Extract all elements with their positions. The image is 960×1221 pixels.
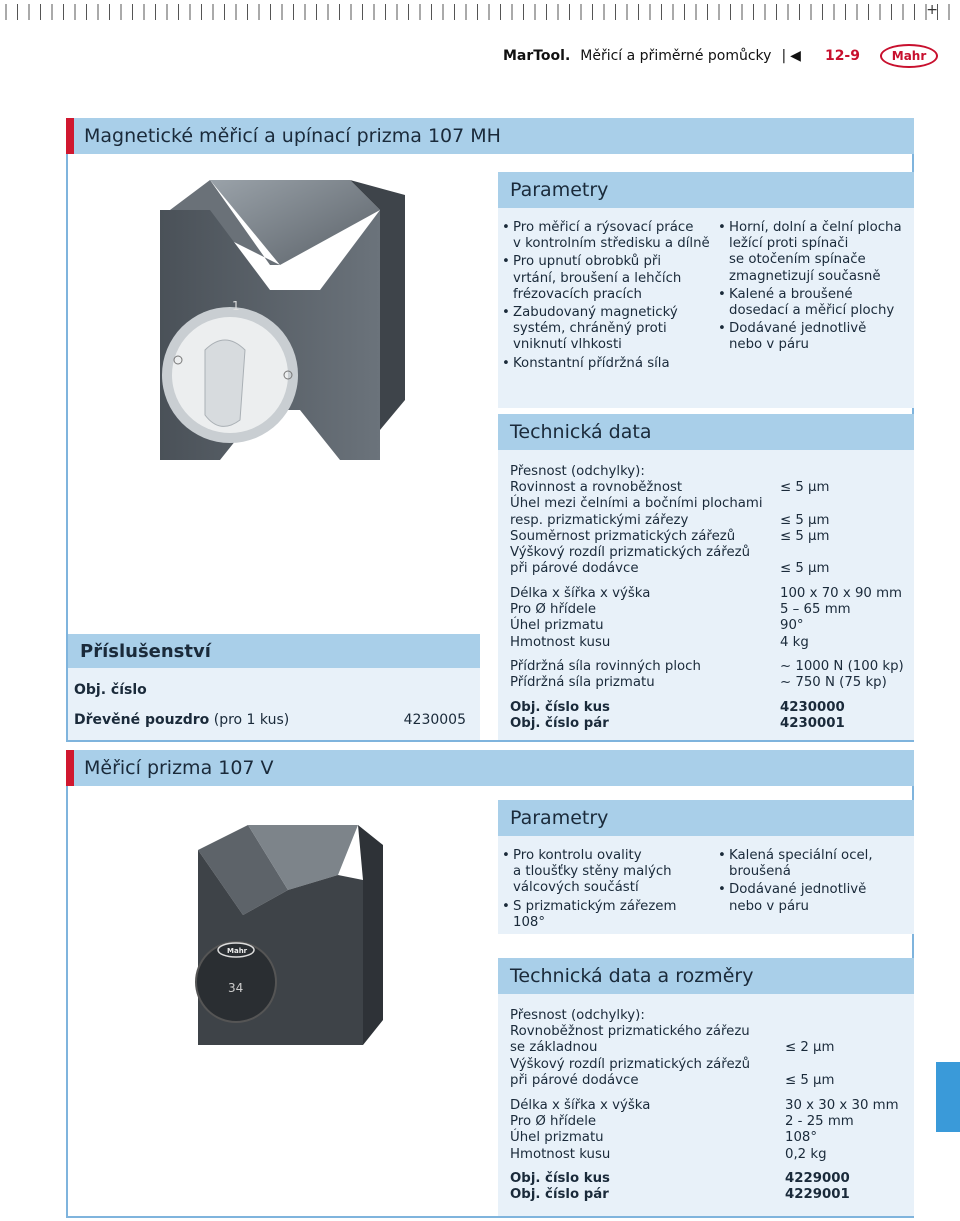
magnetic-prism-image bbox=[150, 170, 420, 470]
section2-title: Měřicí prizma 107 V bbox=[84, 757, 274, 779]
spec-row bbox=[510, 675, 910, 691]
spec-row bbox=[510, 635, 910, 651]
spec-value: ≤ 5 µm bbox=[780, 512, 830, 528]
spec-row bbox=[510, 1057, 910, 1073]
spec-label: Souměrnost prizmatických zářezů bbox=[510, 528, 736, 544]
force-specs bbox=[510, 659, 910, 691]
spec-value: 4229000 bbox=[785, 1171, 850, 1186]
spec-label: Pro Ø hřídele bbox=[510, 1114, 597, 1130]
spec-row bbox=[510, 1073, 910, 1089]
spec-row bbox=[510, 700, 910, 716]
bullet-item: • Dodávané jednotlivě nebo v páru bbox=[718, 321, 914, 353]
spec-row bbox=[510, 586, 910, 602]
section1-tech-panel bbox=[498, 414, 914, 740]
chapter-tab[interactable] bbox=[936, 1062, 960, 1132]
spec-row bbox=[510, 1008, 910, 1024]
params-right-list bbox=[718, 220, 914, 356]
accessory-code: 4230005 bbox=[403, 712, 466, 728]
spec-row bbox=[510, 1187, 910, 1203]
order-numbers bbox=[510, 1171, 910, 1203]
badge-logo: Mahr bbox=[227, 947, 248, 955]
spec-row bbox=[510, 1114, 910, 1130]
bullet-item: • Pro upnutí obrobků při vrtání, broušení a lehčích frézovacích pracích bbox=[502, 254, 712, 303]
spec-label: resp. prizmatickými zářezy bbox=[510, 512, 689, 528]
accessory-qty: (pro 1 kus) bbox=[209, 712, 290, 728]
nav-left-arrow-icon: ◀ bbox=[790, 48, 801, 64]
spec-row bbox=[510, 480, 910, 496]
spec-label: Pro Ø hřídele bbox=[510, 602, 597, 618]
spec-row bbox=[510, 1147, 910, 1163]
spec-label: při párové dodávce bbox=[510, 561, 639, 577]
spec-row bbox=[510, 529, 910, 545]
spec-value: ~ 750 N (75 kp) bbox=[780, 675, 887, 691]
bullet-item: • Zabudovaný magnetický systém, chráněný proti vniknutí vlhkosti bbox=[502, 305, 712, 354]
spec-row bbox=[510, 1130, 910, 1146]
dimension-specs bbox=[510, 1098, 910, 1163]
accessories-panel bbox=[68, 634, 480, 740]
accessories-heading: Příslušenství bbox=[68, 634, 480, 668]
spec-row bbox=[510, 561, 910, 577]
spec-label: Přesnost (odchylky): bbox=[510, 464, 645, 479]
spec-value: ≤ 5 µm bbox=[780, 561, 830, 577]
spec-value: 30 x 30 x 30 mm bbox=[785, 1098, 899, 1113]
tech-specs bbox=[510, 464, 910, 577]
section1-title-bar bbox=[66, 118, 914, 154]
spec-label: Hmotnost kusu bbox=[510, 634, 611, 650]
spec-value: 4229001 bbox=[785, 1187, 850, 1203]
spec-value: ≤ 5 µm bbox=[780, 480, 830, 496]
spec-label: Úhel mezi čelními a bočními plochami bbox=[510, 496, 763, 512]
section1-params-panel bbox=[498, 172, 914, 408]
spec-value: ≤ 5 µm bbox=[780, 528, 830, 544]
spec-value: ≤ 2 µm bbox=[785, 1040, 835, 1056]
spec-value: 108° bbox=[785, 1130, 818, 1146]
section1-title: Magnetické měřicí a upínací prizma 107 MH bbox=[84, 125, 501, 147]
section2-params-panel bbox=[498, 800, 914, 934]
spec-label: při párové dodávce bbox=[510, 1072, 639, 1088]
accent-stripe bbox=[66, 750, 74, 786]
page-ruler bbox=[0, 0, 960, 40]
spec-value: 90° bbox=[780, 618, 804, 634]
spec-label: Úhel prizmatu bbox=[510, 618, 604, 634]
catalog-title: Měřicí a přiměrné pomůcky bbox=[580, 48, 772, 64]
tech-heading: Technická data bbox=[498, 414, 914, 450]
spec-value: 4230001 bbox=[780, 716, 845, 732]
spec-label: Obj. číslo pár bbox=[510, 1187, 609, 1203]
block-number: 1 bbox=[232, 299, 240, 313]
tech-specs bbox=[510, 1008, 910, 1089]
nav-bar-icon: | bbox=[781, 48, 787, 64]
spec-value: 0,2 kg bbox=[785, 1146, 827, 1162]
spec-value: 2 - 25 mm bbox=[785, 1114, 854, 1130]
order-numbers bbox=[510, 700, 910, 732]
tech-heading: Technická data a rozměry bbox=[498, 958, 914, 994]
page-number: 12-9 bbox=[824, 48, 860, 64]
v-block-image bbox=[188, 820, 388, 1060]
bullet-item: • Pro kontrolu ovality a tloušťky stěny malých válcových součástí bbox=[502, 848, 712, 897]
accessory-row bbox=[74, 712, 474, 728]
spec-label: Obj. číslo kus bbox=[510, 700, 610, 715]
spec-label: Přesnost (odchylky): bbox=[510, 1008, 645, 1023]
spec-row bbox=[510, 1040, 910, 1056]
spec-label: Rovnoběžnost prizmatického zářezu bbox=[510, 1024, 750, 1040]
params-left-list bbox=[502, 220, 712, 374]
spec-row bbox=[510, 1171, 910, 1187]
spec-row bbox=[510, 659, 910, 675]
accent-stripe bbox=[66, 118, 74, 154]
nav-back[interactable] bbox=[781, 48, 801, 64]
bullet-item: • Horní, dolní a čelní plocha ležící proti spínači se otočením spínače zmagnetizují současně bbox=[718, 220, 914, 285]
spec-row bbox=[510, 513, 910, 529]
spec-row bbox=[510, 602, 910, 618]
accessory-name: Dřevěné pouzdro bbox=[74, 712, 210, 728]
spec-label: Výškový rozdíl prizmatických zářezů bbox=[510, 544, 751, 560]
spec-value: 4 kg bbox=[780, 634, 809, 650]
spec-label: Přídržná síla rovinných ploch bbox=[510, 659, 701, 674]
params-heading: Parametry bbox=[498, 172, 914, 208]
spec-label: Obj. číslo kus bbox=[510, 1171, 610, 1186]
spec-label: Délka x šířka x výška bbox=[510, 1098, 651, 1113]
badge-number: 34 bbox=[228, 981, 244, 995]
spec-label: Obj. číslo pár bbox=[510, 716, 609, 732]
spec-label: Rovinnost a rovnoběžnost bbox=[510, 480, 683, 496]
page-header bbox=[503, 44, 938, 68]
spec-value: ≤ 5 µm bbox=[785, 1072, 835, 1088]
params-left-list bbox=[502, 848, 712, 933]
spec-row bbox=[510, 496, 910, 512]
spec-label: se základnou bbox=[510, 1040, 598, 1056]
spec-label: Úhel prizmatu bbox=[510, 1130, 604, 1146]
spec-value: 4230000 bbox=[780, 700, 845, 715]
spec-label: Délka x šířka x výška bbox=[510, 586, 651, 601]
spec-value: ~ 1000 N (100 kp) bbox=[780, 659, 904, 674]
spec-label: Výškový rozdíl prizmatických zářezů bbox=[510, 1056, 751, 1072]
spec-row bbox=[510, 1024, 910, 1040]
spec-label: Přídržná síla prizmatu bbox=[510, 675, 655, 691]
section2-tech-panel bbox=[498, 958, 914, 1216]
bullet-item: • Pro měřicí a rýsovací práce v kontrolním středisku a dílně bbox=[502, 220, 712, 252]
bullet-item: • Dodávané jednotlivě nebo v páru bbox=[718, 882, 914, 914]
spec-label: Hmotnost kusu bbox=[510, 1146, 611, 1162]
dimension-specs bbox=[510, 586, 910, 651]
bullet-item: • S prizmatickým zářezem 108° bbox=[502, 899, 712, 931]
spec-row bbox=[510, 464, 910, 480]
brand-label: MarTool. bbox=[502, 48, 571, 64]
accessories-col-label: Obj. číslo bbox=[74, 682, 147, 698]
params-heading: Parametry bbox=[498, 800, 914, 836]
spec-value: 100 x 70 x 90 mm bbox=[780, 586, 902, 601]
mahr-logo: Mahr bbox=[880, 44, 938, 68]
bullet-item: • Kalená speciální ocel, broušená bbox=[718, 848, 914, 880]
spec-row bbox=[510, 545, 910, 561]
spec-row bbox=[510, 618, 910, 634]
bullet-item: • Konstantní přídržná síla bbox=[502, 356, 712, 372]
spec-row bbox=[510, 1098, 910, 1114]
crop-mark: + bbox=[926, 2, 938, 18]
params-right-list bbox=[718, 848, 914, 917]
spec-value: 5 – 65 mm bbox=[780, 602, 851, 618]
spec-row bbox=[510, 716, 910, 732]
bullet-item: • Kalené a broušené dosedací a měřicí plochy bbox=[718, 287, 914, 319]
section2-title-bar bbox=[66, 750, 914, 786]
